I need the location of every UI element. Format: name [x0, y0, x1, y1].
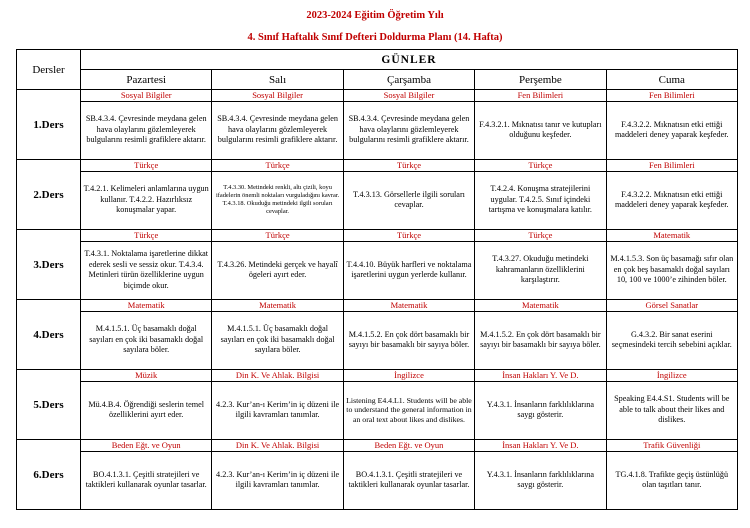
subject-name: Görsel Sanatlar: [607, 300, 737, 312]
lesson-cell: [343, 370, 474, 440]
subject-name: Türkçe: [344, 160, 474, 172]
objective-text: T.4.3.26. Metindeki gerçek ve hayalî ögeleri ayırt eder.: [217, 259, 338, 279]
objective-text: SB.4.3.4. Çevresinde meydana gelen hava olaylarını gözlemleyerek bulgularını resimli grafiklere aktarır.: [85, 114, 207, 145]
lesson-cell: [606, 370, 737, 440]
objective-text: T.4.3.1. Noktalama işaretlerine dikkat ederek sesli ve sessiz okur. T.4.3.4. Metinleri türün özelliklerine uygun biçimde okur.: [84, 249, 209, 290]
lesson-cell: [606, 160, 737, 230]
lesson-label: 6.Ders: [17, 440, 81, 510]
day-header: Salı: [212, 70, 343, 90]
objective-text: T.4.2.4. Konuşma stratejilerini uygular. T.4.2.5. Sınıf içindeki tartışma ve konuşmalara katılır.: [488, 184, 592, 215]
lesson-cell: [475, 300, 606, 370]
lessons-header: Dersler: [17, 50, 81, 90]
objective-text: M.4.1.5.1. Üç basamaklı doğal sayıları en çok iki basamaklı doğal sayılara böler.: [220, 324, 335, 355]
lesson-cell: [475, 230, 606, 300]
subject-name: Türkçe: [344, 230, 474, 242]
lesson-label: 3.Ders: [17, 230, 81, 300]
lesson-cell: [475, 370, 606, 440]
objective-text: Mü.4.B.4. Öğrendiği seslerin temel özelliklerini ayırt eder.: [88, 399, 205, 419]
subject-name: Türkçe: [81, 160, 211, 172]
objective-text: SB.4.3.4. Çevresinde meydana gelen hava olaylarını gözlemleyerek bulgularını resimli grafiklere aktarır.: [348, 114, 470, 145]
objective-text: T.4.3.13. Görsellerle ilgili soruları cevaplar.: [353, 189, 465, 209]
lesson-cell: [343, 440, 474, 510]
lesson-label: 2.Ders: [17, 160, 81, 230]
weekly-plan-table: [16, 49, 738, 510]
lesson-cell: [81, 160, 212, 230]
lesson-cell: [81, 300, 212, 370]
objective-text: F.4.3.2.1. Mıknatısı tanır ve kutupları olduğunu keşfeder.: [479, 119, 602, 139]
objective-text: M.4.1.5.2. En çok dört basamaklı bir sayıyı bir basamaklı bir sayıya böler.: [480, 329, 601, 349]
subject-name: Türkçe: [475, 230, 605, 242]
objective-text: BO.4.1.3.1. Çeşitli stratejileri ve taktikleri kullanarak oyunlar tasarlar.: [348, 469, 470, 489]
lesson-cell: [212, 230, 343, 300]
subject-name: Matematik: [475, 300, 605, 312]
objective-text: TG.4.1.8. Trafikte geçiş üstünlüğü olan taşıtları tanır.: [615, 469, 729, 489]
objective-text: T.4.2.1. Kelimeleri anlamlarına uygun kullanır. T.4.2.2. Hazırlıksız konuşmalar yapar.: [83, 184, 209, 215]
objective-text: M.4.1.5.2. En çok dört basamaklı bir sayıyı bir basamaklı bir sayıya böler.: [348, 329, 470, 349]
subject-name: Müzik: [81, 370, 211, 382]
subject-name: Matematik: [607, 230, 737, 242]
subject-name: Matematik: [81, 300, 211, 312]
subject-name: İngilizce: [607, 370, 737, 382]
subject-name: İnsan Hakları Y. Ve D.: [475, 370, 605, 382]
objective-text: 4.2.3. Kur’an-ı Kerim’in iç düzeni ile ilgili kavramları tanımlar.: [216, 399, 340, 419]
lesson-cell: [343, 300, 474, 370]
day-header: Çarşamba: [343, 70, 474, 90]
objective-text: M.4.1.5.1. Üç basamaklı doğal sayıları en çok iki basamaklı doğal sayılara böler.: [89, 324, 204, 355]
objective-text: T.4.3.30. Metindeki renkli, altı çizili, koyu ifadelerin önemli noktaları vurguladığını kavrar. T.4.3.18. Okuduğu metindeki ilgili soruları cevaplar.: [215, 184, 340, 215]
subject-name: Fen Bilimleri: [607, 160, 737, 172]
lesson-cell: [212, 160, 343, 230]
lesson-row: [17, 370, 738, 440]
lesson-cell: [343, 230, 474, 300]
objective-text: T.4.3.27. Okuduğu metindeki kahramanların özelliklerini karşılaştırır.: [492, 254, 589, 285]
lesson-row: [17, 230, 738, 300]
subject-name: Din K. Ve Ahlak. Bilgisi: [212, 370, 342, 382]
objective-text: Y.4.3.1. İnsanların farklılıklarına saygı gösterir.: [486, 399, 594, 419]
lesson-cell: [81, 90, 212, 160]
days-header: GÜNLER: [81, 50, 738, 70]
subject-name: İnsan Hakları Y. Ve D.: [475, 440, 605, 452]
objective-text: F.4.3.2.2. Mıknatısın etki ettiği maddeleri deney yaparak keşfeder.: [614, 119, 729, 139]
day-header: Pazartesi: [81, 70, 212, 90]
day-header: Perşembe: [475, 70, 606, 90]
objective-text: Speaking E4.4.S1. Students will be able to talk about their likes and dislikes.: [614, 394, 730, 425]
lesson-cell: [212, 440, 343, 510]
subject-name: Beden Eğt. ve Oyun: [344, 440, 474, 452]
lesson-cell: [606, 90, 737, 160]
lesson-cell: [212, 370, 343, 440]
plan-body: [17, 90, 738, 510]
subject-name: Türkçe: [81, 230, 211, 242]
subject-name: Türkçe: [212, 160, 342, 172]
subject-name: Sosyal Bilgiler: [81, 90, 211, 102]
subject-name: Türkçe: [212, 230, 342, 242]
year-title: 2023-2024 Eğitim Öğretim Yılı: [306, 10, 444, 21]
lesson-cell: [343, 160, 474, 230]
subject-name: Trafik Güvenliği: [607, 440, 737, 452]
lesson-label: 5.Ders: [17, 370, 81, 440]
subject-name: Türkçe: [475, 160, 605, 172]
lesson-row: [17, 300, 738, 370]
subject-name: Beden Eğt. ve Oyun: [81, 440, 211, 452]
objective-text: SB.4.3.4. Çevresinde meydana gelen hava olaylarını gözlemleyerek bulgularını resimli grafiklere aktarır.: [217, 114, 338, 145]
plan-title: 4. Sınıf Haftalık Sınıf Defteri Doldurma Planı (14. Hafta): [247, 32, 503, 43]
lesson-cell: [212, 90, 343, 160]
lesson-cell: [81, 440, 212, 510]
day-header-row: [17, 70, 738, 90]
lesson-cell: [81, 230, 212, 300]
subject-name: Fen Bilimleri: [607, 90, 737, 102]
objective-text: Listening E4.4.L1. Students will be able to understand the general information in an oral text about likes and dislikes.: [346, 395, 472, 424]
lesson-row: [17, 440, 738, 510]
objective-text: M.4.1.5.3. Son üç basamağı sıfır olan en çok beş basamaklı doğal sayıları 10, 100 ve 1000’e zihinden böler.: [610, 254, 734, 285]
lesson-cell: [475, 440, 606, 510]
lesson-cell: [81, 370, 212, 440]
subject-name: Fen Bilimleri: [475, 90, 605, 102]
subject-name: Matematik: [344, 300, 474, 312]
objective-text: F.4.3.2.2. Mıknatısın etki ettiği maddeleri deney yaparak keşfeder.: [614, 189, 729, 209]
objective-text: Y.4.3.1. İnsanların farklılıklarına saygı gösterir.: [486, 469, 594, 489]
objective-text: 4.2.3. Kur’an-ı Kerim’in iç düzeni ile ilgili kavramları tanımlar.: [216, 469, 340, 489]
objective-text: G.4.3.2. Bir sanat eserini seçmesindeki tercih sebebini açıklar.: [611, 329, 732, 349]
lesson-label: 1.Ders: [17, 90, 81, 160]
subject-name: Sosyal Bilgiler: [212, 90, 342, 102]
lesson-cell: [606, 300, 737, 370]
subject-name: Din K. Ve Ahlak. Bilgisi: [212, 440, 342, 452]
lesson-label: 4.Ders: [17, 300, 81, 370]
objective-text: BO.4.1.3.1. Çeşitli stratejileri ve taktikleri kullanarak oyunlar tasarlar.: [85, 469, 207, 489]
lesson-cell: [475, 160, 606, 230]
lesson-cell: [475, 90, 606, 160]
subject-name: Matematik: [212, 300, 342, 312]
subject-name: Sosyal Bilgiler: [344, 90, 474, 102]
subject-name: İngilizce: [344, 370, 474, 382]
day-header: Cuma: [606, 70, 737, 90]
lesson-row: [17, 160, 738, 230]
objective-text: T.4.4.10. Büyük harfleri ve noktalama işaretlerini uygun yerlerde kullanır.: [346, 259, 472, 279]
lesson-cell: [343, 90, 474, 160]
lesson-cell: [606, 230, 737, 300]
lesson-cell: [606, 440, 737, 510]
lesson-cell: [212, 300, 343, 370]
lesson-row: [17, 90, 738, 160]
